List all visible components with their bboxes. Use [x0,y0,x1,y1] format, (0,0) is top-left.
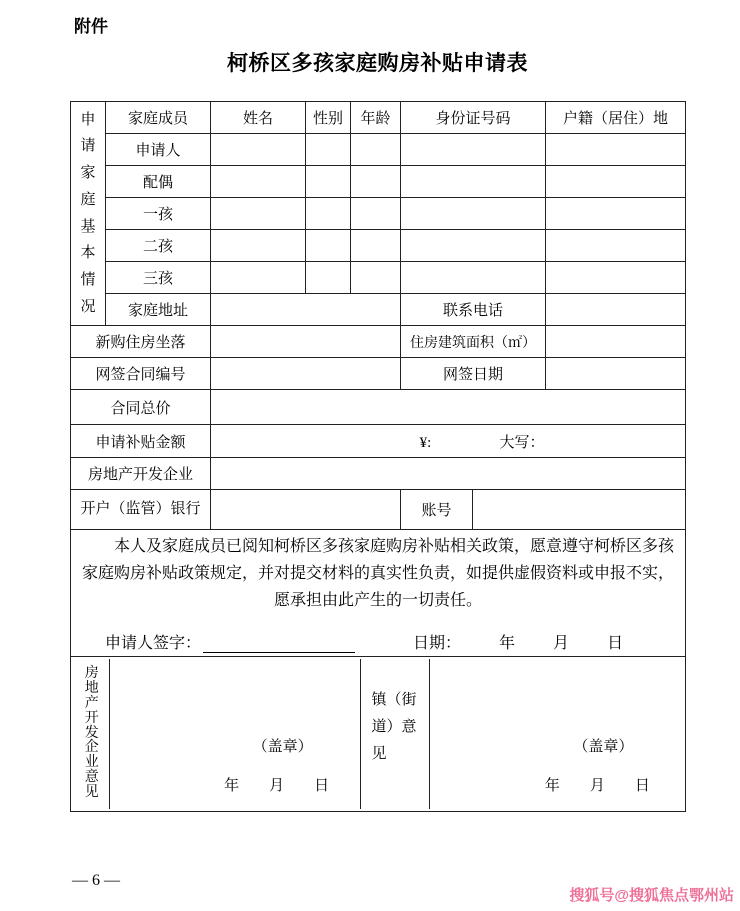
year-label: 年 [544,778,560,794]
member-id-cell [401,166,546,198]
developer-row [71,458,686,490]
header-gender: 性别 [306,102,351,134]
signature-row [75,630,681,653]
member-row-child2 [71,230,686,262]
section-label-text: 申请家庭基本情况 [80,111,96,315]
header-id-number: 身份证号码 [401,102,546,134]
member-id-cell [401,134,546,166]
member-id-cell [401,262,546,294]
attachment-label: 附件 [74,17,108,36]
developer-value [211,458,686,490]
new-house-row [71,326,686,358]
opinions-cell [71,657,686,812]
account-value [473,490,686,530]
member-label: 二孩 [106,230,211,262]
home-address-value [211,294,401,326]
member-residence-cell [546,198,686,230]
table-header-row [71,102,686,134]
member-label: 三孩 [106,262,211,294]
opinions-grid [75,659,681,809]
field-total-price: 合同总价 [71,390,211,425]
field-contract-date: 网签日期 [401,358,546,390]
field-bank: 开户（监管）银行 [71,490,211,530]
bank-value [211,490,401,530]
developer-opinion-label [75,659,110,809]
town-opinion-box [430,659,681,809]
member-name-cell [211,166,306,198]
day-label: 日 [607,635,624,653]
subsidy-amount-value [211,425,686,458]
member-age-cell [351,166,401,198]
member-residence-cell [546,230,686,262]
contract-row [71,358,686,390]
header-age: 年龄 [351,102,401,134]
signature-label: 申请人签字： [105,635,202,653]
building-area-value [546,326,686,358]
member-label: 配偶 [106,166,211,198]
section-label-family-info [71,102,106,326]
member-residence-cell [546,262,686,294]
town-date-line [545,774,650,795]
town-opinion-label [361,659,430,809]
page-title: 柯桥区多孩家庭购房补贴申请表 [227,51,528,75]
total-price-value [211,390,686,425]
member-residence-cell [546,166,686,198]
field-developer: 房地产开发企业 [71,458,211,490]
month-label: 月 [553,635,570,653]
field-building-area: 住房建筑面积（㎡） [401,326,546,358]
member-id-cell [401,198,546,230]
date-label: 日期： [413,635,462,653]
town-seal-label: （盖章） [573,739,634,755]
declaration-text: 本人及家庭成员已阅知柯桥区多孩家庭购房补贴相关政策，愿意遵守柯桥区多孩家庭购房补贴政策规定，并对提交材料的真实性负责，如提供虚假资料或申报不实，愿承担由此产生的一切责任。 [82,537,675,610]
field-contact-phone: 联系电话 [401,294,546,326]
field-account: 账号 [401,490,473,530]
new-house-location-value [211,326,401,358]
member-name-cell [211,198,306,230]
year-label: 年 [499,635,516,653]
developer-opinion-label-text: 房地产开发企业意见 [84,666,99,800]
application-form-table [70,101,686,812]
year-label: 年 [224,778,240,794]
member-name-cell [211,134,306,166]
month-label: 月 [589,778,605,794]
member-row-spouse [71,166,686,198]
field-contract-number: 网签合同编号 [71,358,211,390]
signature-line [203,636,355,654]
member-name-cell [211,262,306,294]
day-label: 日 [314,778,330,794]
developer-date-line [224,774,329,795]
subsidy-amount-row [71,425,686,458]
home-address-row [71,294,686,326]
declaration-row [71,530,686,657]
member-gender-cell [306,230,351,262]
member-label: 申请人 [106,134,211,166]
member-age-cell [351,230,401,262]
member-residence-cell [546,134,686,166]
bank-row [71,490,686,530]
day-label: 日 [634,778,650,794]
town-opinion-label-text: 镇（街道）意见 [371,692,417,762]
month-label: 月 [269,778,285,794]
contract-date-value [546,358,686,390]
header-name: 姓名 [211,102,306,134]
member-name-cell [211,230,306,262]
developer-seal-label: （盖章） [252,739,313,755]
member-gender-cell [306,262,351,294]
member-gender-cell [306,166,351,198]
member-age-cell [351,134,401,166]
developer-opinion-box [110,659,361,809]
member-gender-cell [306,198,351,230]
member-id-cell [401,230,546,262]
header-residence: 户籍（居住）地 [546,102,686,134]
member-label: 一孩 [106,198,211,230]
field-home-address: 家庭地址 [106,294,211,326]
declaration-cell [71,530,686,657]
header-member: 家庭成员 [106,102,211,134]
page-number: — 6 — [72,872,120,889]
watermark: 搜狐号@搜狐焦点鄂州站 [569,887,734,904]
member-row-child1 [71,198,686,230]
member-row-applicant [71,134,686,166]
contact-phone-value [546,294,686,326]
member-gender-cell [306,134,351,166]
opinions-row [71,657,686,812]
member-row-child3 [71,262,686,294]
amount-yuan-label: ¥: [419,434,432,451]
field-subsidy-amount: 申请补贴金额 [71,425,211,458]
member-age-cell [351,198,401,230]
field-new-house-location: 新购住房坐落 [71,326,211,358]
total-price-row [71,390,686,425]
member-age-cell [351,262,401,294]
amount-caps-label: 大写： [499,434,545,451]
contract-number-value [211,358,401,390]
